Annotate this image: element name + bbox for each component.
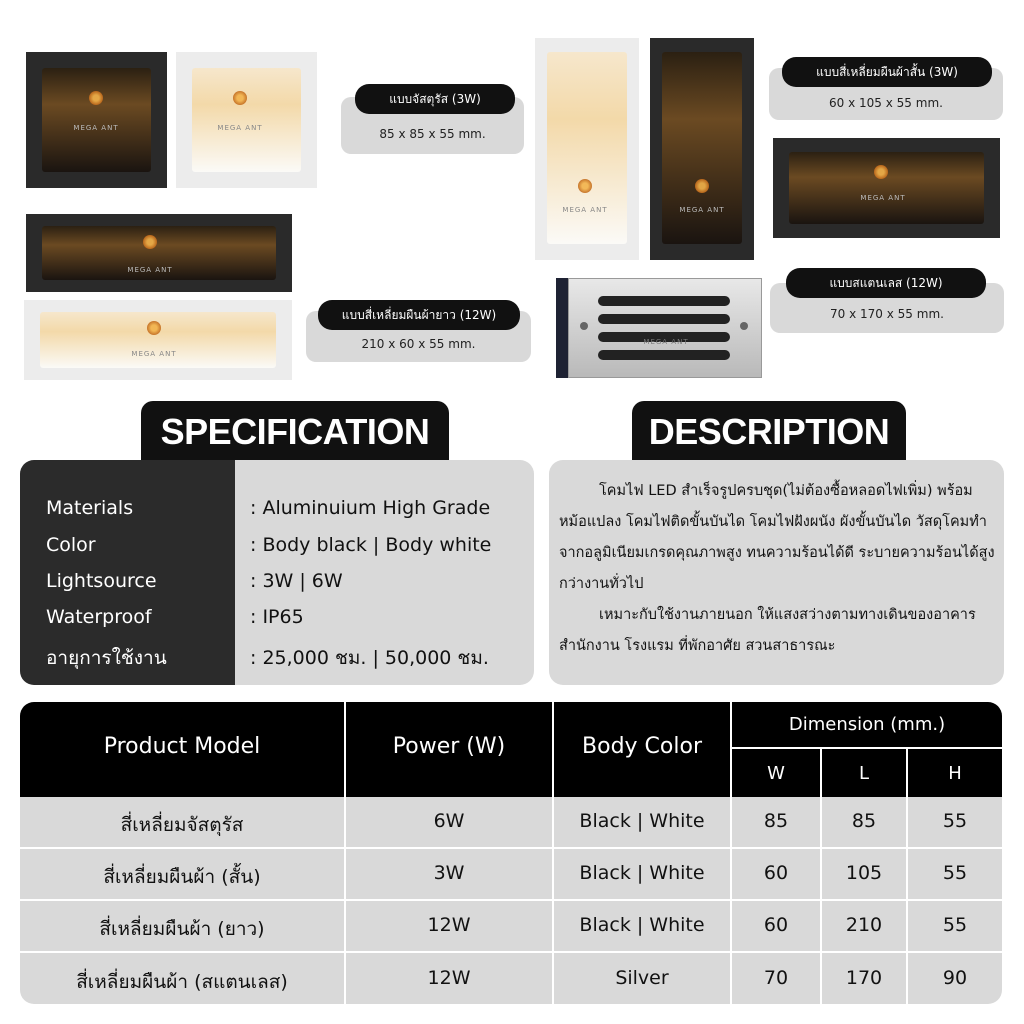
cell-l: 105 <box>845 862 883 884</box>
cell-h: 55 <box>942 810 968 832</box>
cell-power: 3W <box>433 862 465 884</box>
brand-logo-icon <box>233 91 247 105</box>
cell-color: Black | White <box>579 810 705 832</box>
product-image-long-white <box>24 300 292 380</box>
cell-l: 170 <box>845 967 883 989</box>
product-image-square-black <box>26 52 167 188</box>
spec-value: : 25,000 ชม. | 50,000 ชม. <box>250 647 489 669</box>
specification-panel <box>20 460 534 685</box>
column-header-power: Power (W) <box>392 734 506 759</box>
cell-w: 60 <box>763 914 789 936</box>
brand-logo-text: MEGA ANT <box>562 206 608 214</box>
cell-power: 12W <box>427 914 471 936</box>
product-dimensions: 70 x 170 x 55 mm. <box>830 307 944 321</box>
product-name-pill: แบบสี่เหลี่ยมผืนผ้ายาว (12W) <box>318 300 520 330</box>
brand-logo-text: MEGA ANT <box>127 266 173 274</box>
cell-color: Black | White <box>579 862 705 884</box>
product-image-landscape-black <box>773 138 1000 238</box>
spec-value: : 3W | 6W <box>250 570 343 592</box>
brand-logo-icon <box>874 165 888 179</box>
product-image-long-black <box>26 214 292 292</box>
product-image-short-white <box>535 38 639 260</box>
product-dimensions: 85 x 85 x 55 mm. <box>379 127 486 141</box>
brand-logo-text: MEGA ANT <box>131 350 177 358</box>
spec-key: Materials <box>46 497 134 519</box>
product-dimensions: 60 x 105 x 55 mm. <box>829 96 943 110</box>
cell-h: 55 <box>942 914 968 936</box>
brand-logo-text: MEGA ANT <box>679 206 725 214</box>
cell-model: สี่เหลี่ยมจัสตุรัส <box>120 814 244 836</box>
spec-value: : Body black | Body white <box>250 534 492 556</box>
cell-color: Black | White <box>579 914 705 936</box>
product-name-pill: แบบสี่เหลี่ยมผืนผ้าสั้น (3W) <box>782 57 992 87</box>
cell-color: Silver <box>615 967 669 989</box>
cell-power: 12W <box>427 967 471 989</box>
brand-logo-icon <box>89 91 103 105</box>
cell-h: 90 <box>942 967 968 989</box>
cell-model: สี่เหลี่ยมผืนผ้า (ยาว) <box>99 918 265 940</box>
brand-logo-text: MEGA ANT <box>860 194 906 202</box>
brand-logo-text: MEGA ANT <box>73 124 119 132</box>
column-header-h: H <box>948 763 962 784</box>
description-paragraph: เหมาะกับใช้งานภายนอก ให้แสงสว่างตามทางเดินของอาคารสำนักงาน โรงแรม ที่พักอาศัย สวนสาธารณะ <box>559 607 976 654</box>
cell-w: 60 <box>763 862 789 884</box>
cell-power: 6W <box>433 810 465 832</box>
column-header-l: L <box>858 763 870 784</box>
description-panel <box>549 460 1004 685</box>
product-image-stainless <box>556 278 762 378</box>
spec-value: : Aluminuium High Grade <box>250 497 491 519</box>
specification-heading: SPECIFICATION <box>141 401 449 460</box>
product-name-pill: แบบจัสตุรัส (3W) <box>355 84 515 114</box>
spec-key: อายุการใช้งาน <box>46 647 167 669</box>
cell-model: สี่เหลี่ยมผืนผ้า (สแตนเลส) <box>76 971 288 993</box>
spec-key: Waterproof <box>46 606 152 628</box>
brand-logo-text: MEGA ANT <box>643 338 689 346</box>
cell-h: 55 <box>942 862 968 884</box>
description-heading: DESCRIPTION <box>632 401 906 460</box>
cell-l: 210 <box>845 914 883 936</box>
spec-value: : IP65 <box>250 606 304 628</box>
cell-w: 70 <box>763 967 789 989</box>
column-header-model: Product Model <box>103 734 261 759</box>
brand-logo-icon <box>143 235 157 249</box>
column-header-color: Body Color <box>582 734 702 759</box>
column-header-dimension: Dimension (mm.) <box>788 714 946 735</box>
spec-key: Lightsource <box>46 570 157 592</box>
spec-key: Color <box>46 534 96 556</box>
product-image-square-white <box>176 52 317 188</box>
brand-logo-text: MEGA ANT <box>217 124 263 132</box>
product-image-short-black <box>650 38 754 260</box>
cell-model: สี่เหลี่ยมผืนผ้า (สั้น) <box>103 866 261 888</box>
product-name-pill: แบบสแตนเลส (12W) <box>786 268 986 298</box>
cell-w: 85 <box>763 810 789 832</box>
product-dimensions: 210 x 60 x 55 mm. <box>361 337 476 351</box>
brand-logo-icon <box>578 179 592 193</box>
brand-logo-icon <box>147 321 161 335</box>
column-header-w: W <box>767 763 785 784</box>
description-paragraph: โคมไฟ LED สำเร็จรูปครบชุด(ไม่ต้องซื้อหลอดไฟเพิ่ม) พร้อมหม้อแปลง โคมไฟติดขั้นบันได โคมไฟฝังผนัง ผังขั้นบันได วัสดุโคมทำจากอลูมิเนียมเกรดคุณภาพสูง ทนความร้อนได้ดี ระบายความร้อนได้สูงกว่างานทั่วไป <box>559 483 995 592</box>
brand-logo-icon <box>695 179 709 193</box>
cell-l: 85 <box>851 810 877 832</box>
